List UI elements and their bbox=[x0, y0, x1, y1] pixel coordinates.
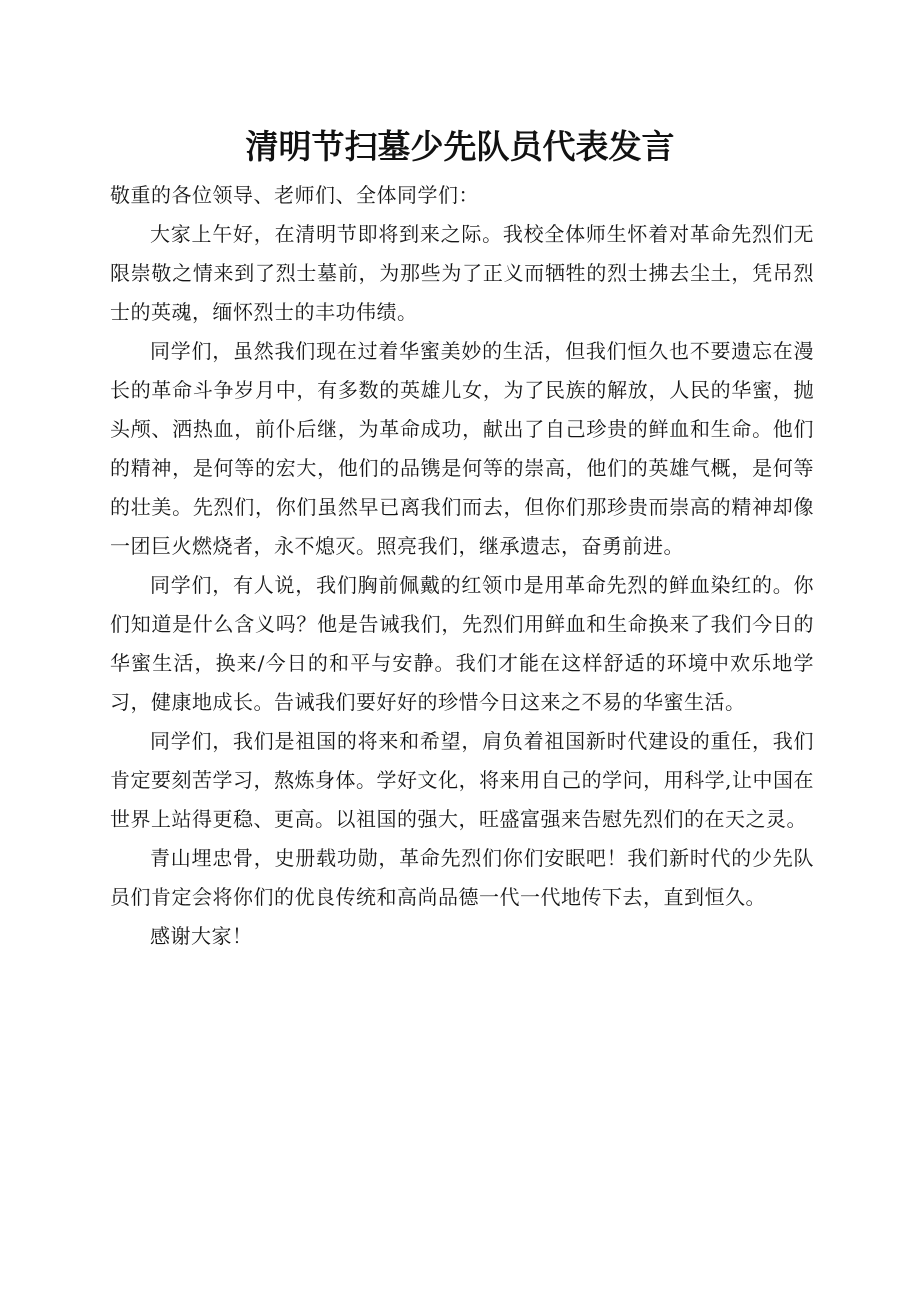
greeting-line: 敬重的各位领导、老师们、全体同学们： bbox=[110, 183, 479, 207]
document-body bbox=[110, 176, 814, 956]
document-title: 清明节扫墓少先队员代表发言 bbox=[245, 127, 675, 166]
paragraph-red-scarf: 同学们，有人说，我们胸前佩戴的红领巾是用革命先烈的鲜血染红的。你们知道是什么含义吗？他是告诫我们，先烈们用鲜血和生命换来了我们今日的华蜜生活，换来/今日的和平与安静。我们才能在这样舒适的环境中欢乐地学习，健康地成长。告诫我们要好好的珍惜今日这来之不易的华蜜生活。 bbox=[110, 573, 814, 714]
paragraph-thanks: 感谢大家！ bbox=[150, 924, 253, 948]
paragraph-martyrs-spirit: 同学们，虽然我们现在过着华蜜美妙的生活，但我们恒久也不要遗忘在漫长的革命斗争岁月中，有多数的英雄儿女，为了民族的解放，人民的华蜜，抛头颅、洒热血，前仆后继，为革命成功，献出了自己珍贵的鲜血和生命。他们的精神，是何等的宏大，他们的品镌是何等的崇高，他们的英雄气概，是何等的壮美。先烈们，你们虽然早已离我们而去，但你们那珍贵而崇高的精神却像一团巨火燃烧者，永不熄灭。照亮我们，继承遗志，奋勇前进。 bbox=[110, 339, 814, 558]
paragraph-future-hope: 同学们，我们是祖国的将来和希望，肩负着祖国新时代建设的重任，我们肯定要刻苦学习，熬炼身体。学好文化，将来用自己的学问，用科学,让中国在世界上站得更稳、更高。以祖国的强大，旺盛富强来告慰先烈们的在天之灵。 bbox=[110, 729, 814, 831]
paragraph-opening: 大家上午好，在清明节即将到来之际。我校全体师生怀着对革命先烈们无限崇敬之情来到了烈士墓前，为那些为了正义而牺牲的烈士拂去尘土，凭吊烈士的英魂，缅怀烈士的丰功伟绩。 bbox=[110, 222, 814, 324]
paragraph-tribute: 青山埋忠骨，史册载功勋，革命先烈们你们安眠吧！我们新时代的少先队员们肯定会将你们的优良传统和高尚品德一代一代地传下去，直到恒久。 bbox=[110, 846, 814, 909]
